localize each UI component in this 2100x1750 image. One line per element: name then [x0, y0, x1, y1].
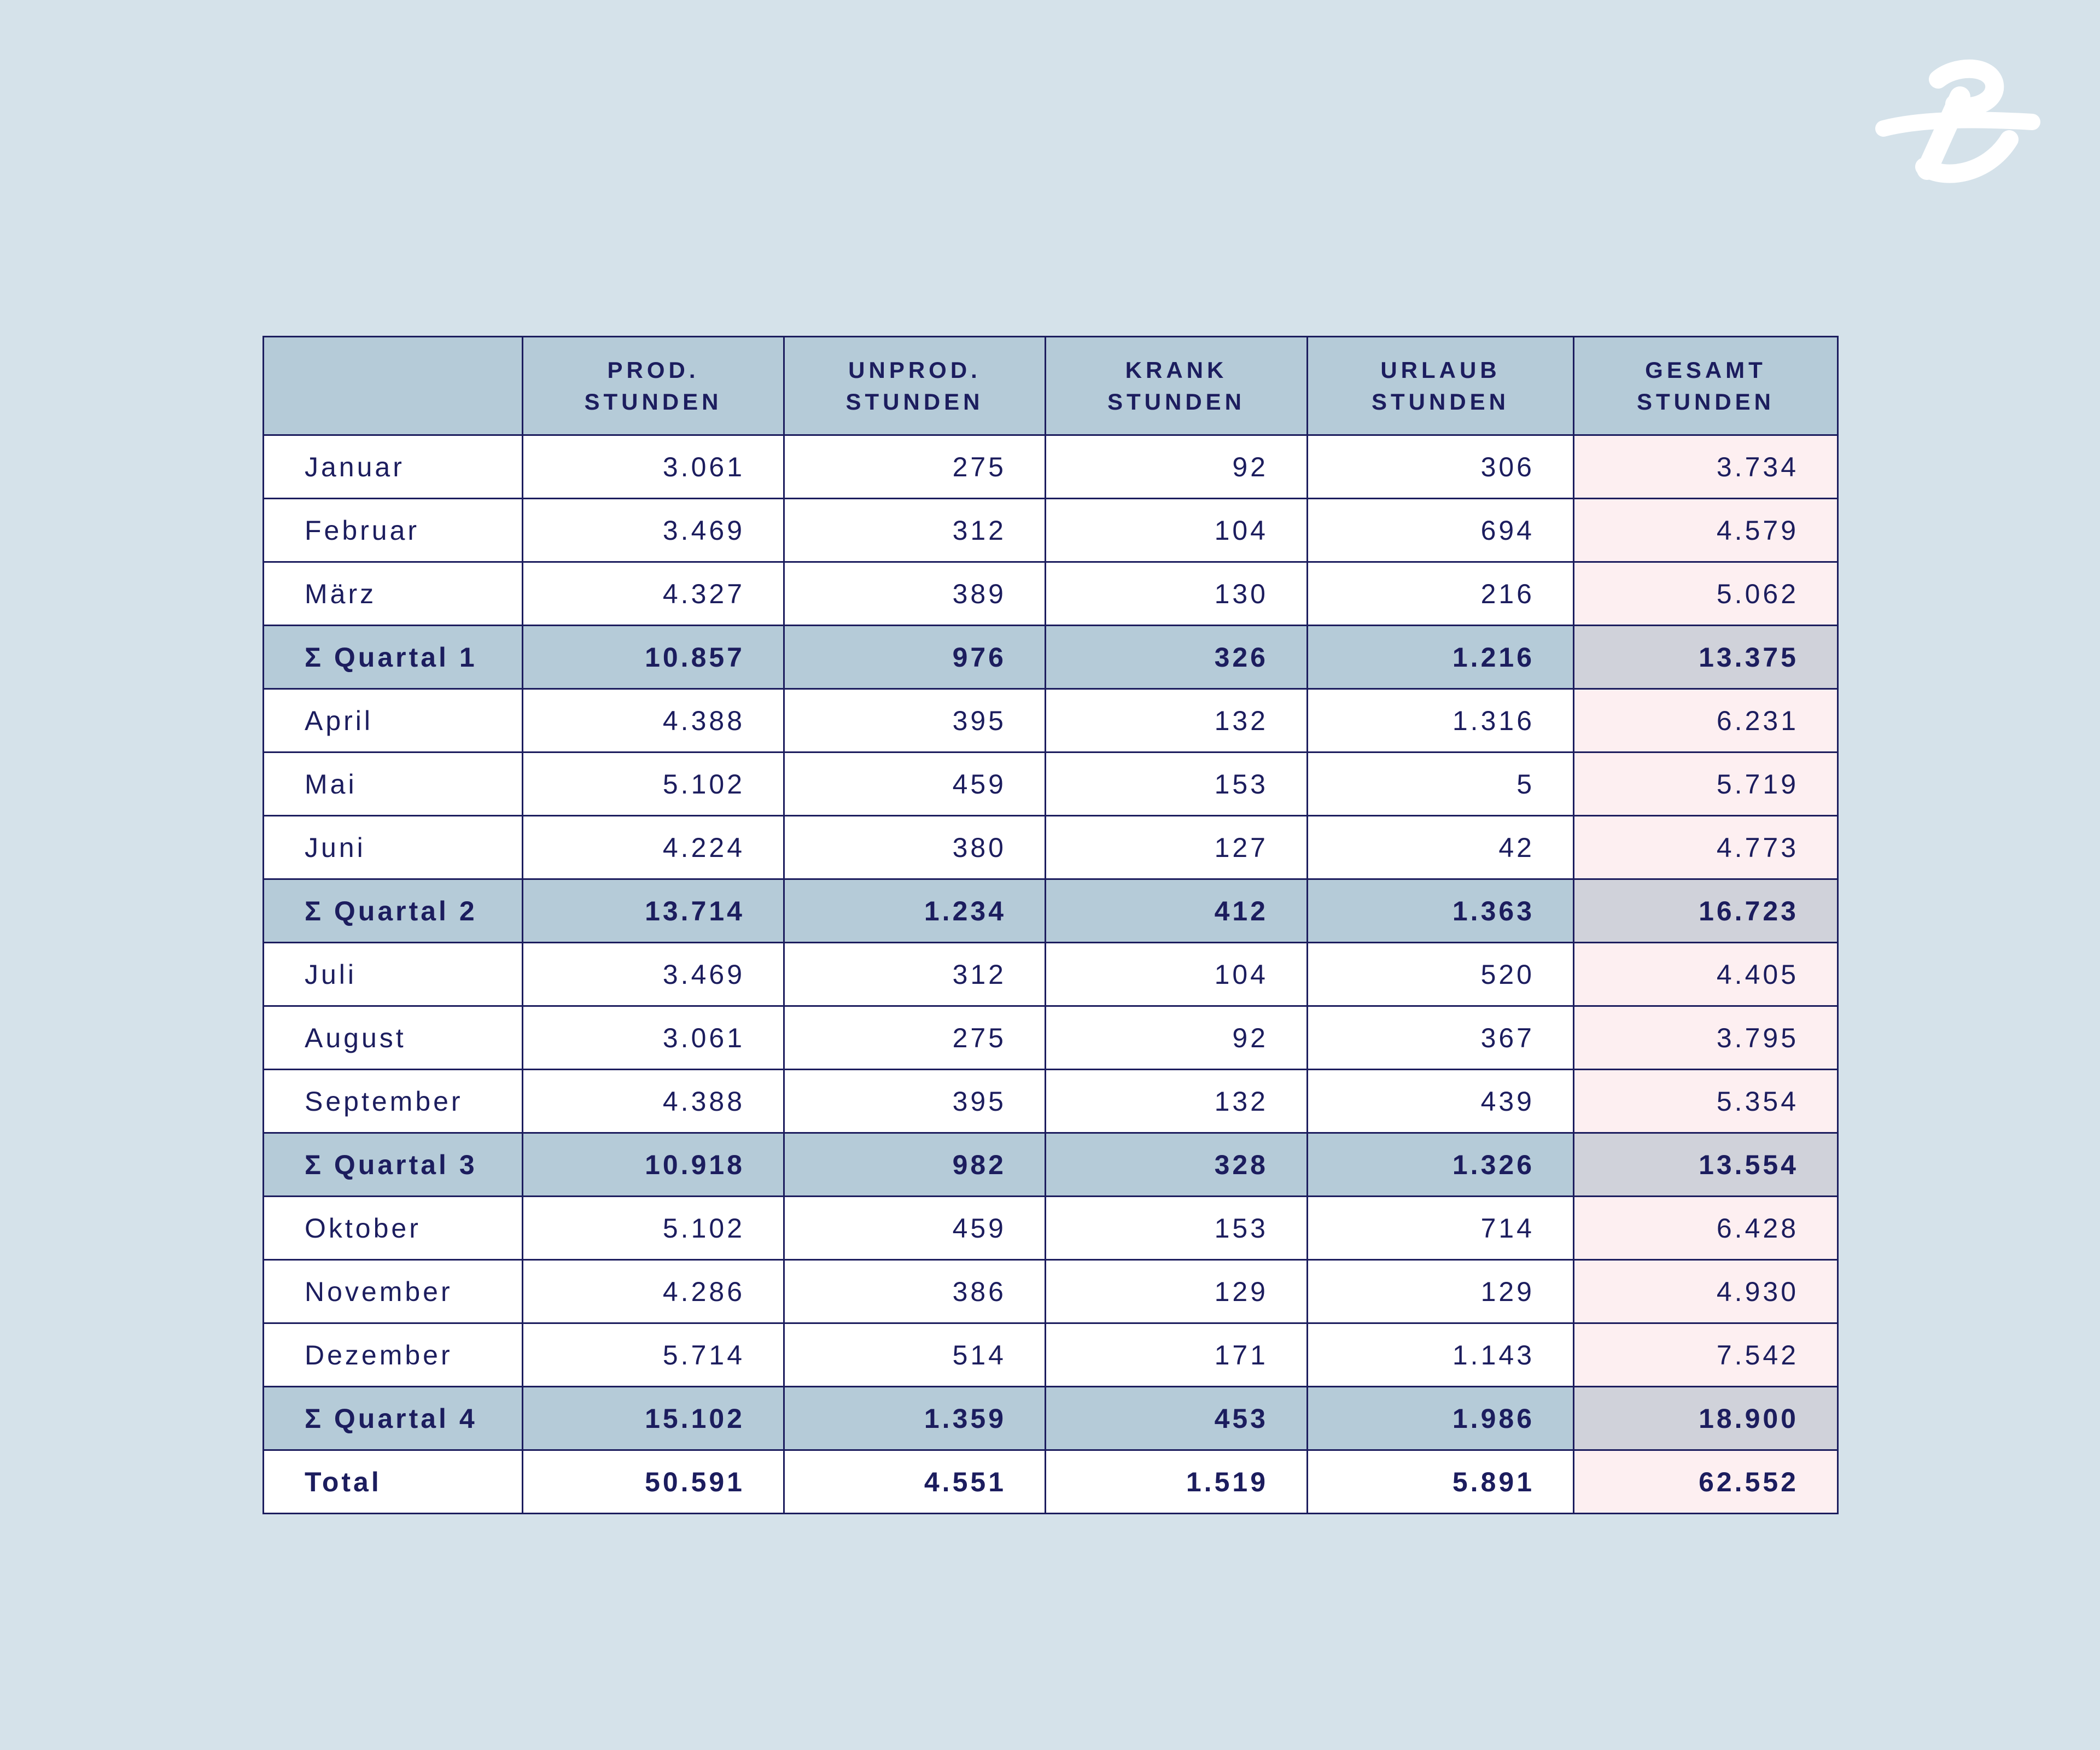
krank-stunden-cell: 104 — [1046, 943, 1308, 1006]
prod-stunden-cell: 3.469 — [523, 943, 784, 1006]
prod-stunden-cell: 3.061 — [523, 435, 784, 499]
row-label-cell: Σ Quartal 3 — [264, 1133, 523, 1197]
unprod-stunden-cell: 275 — [784, 435, 1046, 499]
gesamt-stunden-cell: 16.723 — [1574, 879, 1838, 943]
krank-stunden-cell: 132 — [1046, 689, 1308, 752]
unprod-stunden-cell: 386 — [784, 1260, 1046, 1323]
header-line: GESAMT — [1645, 357, 1766, 383]
month-row — [264, 816, 1838, 879]
prod-stunden-cell: 4.327 — [523, 562, 784, 626]
gesamt-stunden-cell: 13.554 — [1574, 1133, 1838, 1197]
header-cell-urlaub-stunden — [1308, 337, 1574, 435]
hours-table-container — [262, 336, 1837, 1514]
prod-stunden-cell: 5.102 — [523, 1197, 784, 1260]
krank-stunden-cell: 127 — [1046, 816, 1308, 879]
header-line: STUNDEN — [1371, 388, 1509, 415]
row-label-cell: März — [264, 562, 523, 626]
gesamt-stunden-cell: 13.375 — [1574, 626, 1838, 689]
row-label-cell: April — [264, 689, 523, 752]
quarter-sum-row — [264, 1387, 1838, 1450]
header-line: KRANK — [1125, 357, 1228, 383]
prod-stunden-cell: 10.857 — [523, 626, 784, 689]
prod-stunden-cell: 3.469 — [523, 499, 784, 562]
header-cell-gesamt-stunden — [1574, 337, 1838, 435]
krank-stunden-cell: 104 — [1046, 499, 1308, 562]
urlaub-stunden-cell: 216 — [1308, 562, 1574, 626]
unprod-stunden-cell: 976 — [784, 626, 1046, 689]
urlaub-stunden-cell: 1.986 — [1308, 1387, 1574, 1450]
gesamt-stunden-cell: 5.354 — [1574, 1070, 1838, 1133]
krank-stunden-cell: 92 — [1046, 1006, 1308, 1070]
unprod-stunden-cell: 459 — [784, 752, 1046, 816]
prod-stunden-cell: 10.918 — [523, 1133, 784, 1197]
header-row — [264, 337, 1838, 435]
header-line: STUNDEN — [1636, 388, 1775, 415]
prod-stunden-cell: 13.714 — [523, 879, 784, 943]
urlaub-stunden-cell: 1.216 — [1308, 626, 1574, 689]
unprod-stunden-cell: 4.551 — [784, 1450, 1046, 1514]
urlaub-stunden-cell: 5.891 — [1308, 1450, 1574, 1514]
krank-stunden-cell: 171 — [1046, 1323, 1308, 1387]
quarter-sum-row — [264, 626, 1838, 689]
row-label-cell: Total — [264, 1450, 523, 1514]
krank-stunden-cell: 130 — [1046, 562, 1308, 626]
gesamt-stunden-cell: 4.773 — [1574, 816, 1838, 879]
unprod-stunden-cell: 1.234 — [784, 879, 1046, 943]
krank-stunden-cell: 453 — [1046, 1387, 1308, 1450]
month-row — [264, 1197, 1838, 1260]
krank-stunden-cell: 153 — [1046, 1197, 1308, 1260]
krank-stunden-cell: 153 — [1046, 752, 1308, 816]
header-line: STUNDEN — [1107, 388, 1245, 415]
month-row — [264, 752, 1838, 816]
gesamt-stunden-cell: 5.719 — [1574, 752, 1838, 816]
urlaub-stunden-cell: 1.326 — [1308, 1133, 1574, 1197]
prod-stunden-cell: 4.224 — [523, 816, 784, 879]
prod-stunden-cell: 3.061 — [523, 1006, 784, 1070]
urlaub-stunden-cell: 439 — [1308, 1070, 1574, 1133]
header-cell-krank-stunden — [1046, 337, 1308, 435]
urlaub-stunden-cell: 306 — [1308, 435, 1574, 499]
gesamt-stunden-cell: 7.542 — [1574, 1323, 1838, 1387]
month-row — [264, 435, 1838, 499]
urlaub-stunden-cell: 1.363 — [1308, 879, 1574, 943]
krank-stunden-cell: 92 — [1046, 435, 1308, 499]
gesamt-stunden-cell: 18.900 — [1574, 1387, 1838, 1450]
month-row — [264, 562, 1838, 626]
urlaub-stunden-cell: 367 — [1308, 1006, 1574, 1070]
table-body — [264, 435, 1838, 1514]
prod-stunden-cell: 4.388 — [523, 1070, 784, 1133]
row-label-cell: Juli — [264, 943, 523, 1006]
quarter-sum-row — [264, 1133, 1838, 1197]
header-line: STUNDEN — [845, 388, 984, 415]
urlaub-stunden-cell: 714 — [1308, 1197, 1574, 1260]
quarter-sum-row — [264, 879, 1838, 943]
row-label-cell: Juni — [264, 816, 523, 879]
row-label-cell: September — [264, 1070, 523, 1133]
gesamt-stunden-cell: 62.552 — [1574, 1450, 1838, 1514]
urlaub-stunden-cell: 5 — [1308, 752, 1574, 816]
month-row — [264, 1070, 1838, 1133]
gesamt-stunden-cell: 4.930 — [1574, 1260, 1838, 1323]
grand-total-row — [264, 1450, 1838, 1514]
row-label-cell: November — [264, 1260, 523, 1323]
urlaub-stunden-cell: 1.143 — [1308, 1323, 1574, 1387]
row-label-cell: Σ Quartal 4 — [264, 1387, 523, 1450]
month-row — [264, 1323, 1838, 1387]
urlaub-stunden-cell: 520 — [1308, 943, 1574, 1006]
urlaub-stunden-cell: 694 — [1308, 499, 1574, 562]
header-line: UNPROD. — [848, 357, 981, 383]
unprod-stunden-cell: 389 — [784, 562, 1046, 626]
gesamt-stunden-cell: 4.579 — [1574, 499, 1838, 562]
gesamt-stunden-cell: 4.405 — [1574, 943, 1838, 1006]
row-label-cell: Dezember — [264, 1323, 523, 1387]
unprod-stunden-cell: 395 — [784, 689, 1046, 752]
unprod-stunden-cell: 1.359 — [784, 1387, 1046, 1450]
row-label-cell: Σ Quartal 2 — [264, 879, 523, 943]
unprod-stunden-cell: 514 — [784, 1323, 1046, 1387]
gesamt-stunden-cell: 3.734 — [1574, 435, 1838, 499]
row-label-cell: Januar — [264, 435, 523, 499]
brand-logo-icon — [1872, 57, 2042, 183]
row-label-cell: Σ Quartal 1 — [264, 626, 523, 689]
krank-stunden-cell: 1.519 — [1046, 1450, 1308, 1514]
header-cell-unprod-stunden — [784, 337, 1046, 435]
unprod-stunden-cell: 395 — [784, 1070, 1046, 1133]
unprod-stunden-cell: 275 — [784, 1006, 1046, 1070]
unprod-stunden-cell: 459 — [784, 1197, 1046, 1260]
hours-table — [262, 336, 1839, 1514]
header-line: URLAUB — [1380, 357, 1501, 383]
row-label-cell: Februar — [264, 499, 523, 562]
row-label-cell: Oktober — [264, 1197, 523, 1260]
unprod-stunden-cell: 312 — [784, 499, 1046, 562]
month-row — [264, 499, 1838, 562]
month-row — [264, 1006, 1838, 1070]
gesamt-stunden-cell: 5.062 — [1574, 562, 1838, 626]
row-label-cell: August — [264, 1006, 523, 1070]
month-row — [264, 943, 1838, 1006]
urlaub-stunden-cell: 129 — [1308, 1260, 1574, 1323]
prod-stunden-cell: 50.591 — [523, 1450, 784, 1514]
header-cell-prod-stunden — [523, 337, 784, 435]
prod-stunden-cell: 4.286 — [523, 1260, 784, 1323]
prod-stunden-cell: 4.388 — [523, 689, 784, 752]
unprod-stunden-cell: 982 — [784, 1133, 1046, 1197]
prod-stunden-cell: 5.714 — [523, 1323, 784, 1387]
urlaub-stunden-cell: 42 — [1308, 816, 1574, 879]
header-line: STUNDEN — [584, 388, 722, 415]
krank-stunden-cell: 326 — [1046, 626, 1308, 689]
prod-stunden-cell: 5.102 — [523, 752, 784, 816]
header-line: PROD. — [607, 357, 699, 383]
urlaub-stunden-cell: 1.316 — [1308, 689, 1574, 752]
gesamt-stunden-cell: 3.795 — [1574, 1006, 1838, 1070]
row-label-cell: Mai — [264, 752, 523, 816]
krank-stunden-cell: 328 — [1046, 1133, 1308, 1197]
month-row — [264, 1260, 1838, 1323]
unprod-stunden-cell: 380 — [784, 816, 1046, 879]
prod-stunden-cell: 15.102 — [523, 1387, 784, 1450]
krank-stunden-cell: 412 — [1046, 879, 1308, 943]
gesamt-stunden-cell: 6.428 — [1574, 1197, 1838, 1260]
krank-stunden-cell: 129 — [1046, 1260, 1308, 1323]
krank-stunden-cell: 132 — [1046, 1070, 1308, 1133]
month-row — [264, 689, 1838, 752]
gesamt-stunden-cell: 6.231 — [1574, 689, 1838, 752]
header-cell-row-label — [264, 337, 523, 435]
unprod-stunden-cell: 312 — [784, 943, 1046, 1006]
